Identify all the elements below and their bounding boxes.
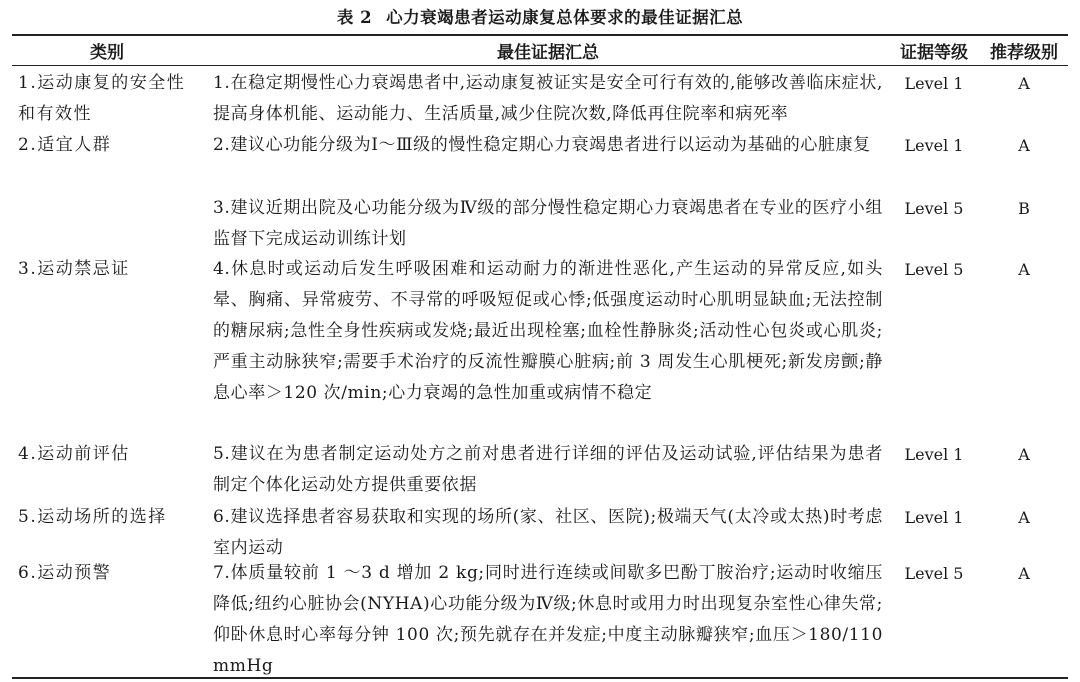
row-recommendation: A bbox=[1018, 260, 1030, 279]
row-evidence-level: Level 1 bbox=[904, 508, 964, 527]
table-caption bbox=[0, 4, 1080, 28]
row-evidence-level: Level 5 bbox=[904, 564, 964, 583]
row-evidence-level: Level 5 bbox=[904, 260, 964, 279]
row-category: 3.运动禁忌证 bbox=[18, 259, 130, 279]
row-category: 1.运动康复的安全性和有效性 bbox=[18, 73, 186, 124]
row-recommendation: A bbox=[1018, 508, 1030, 527]
row-category: 2.适宜人群 bbox=[18, 135, 112, 155]
row-evidence-level: Level 5 bbox=[904, 199, 964, 218]
row-summary: 1.在稳定期慢性心力衰竭患者中,运动康复被证实是安全可行有效的,能够改善临床症状,提高身体机能、运动能力、生活质量,减少住院次数,降低再住院率和病死率 bbox=[213, 73, 883, 124]
row-category: 5.运动场所的选择 bbox=[18, 507, 167, 527]
row-recommendation: A bbox=[1018, 136, 1030, 155]
row-summary: 5.建议在为患者制定运动处方之前对患者进行详细的评估及运动试验,评估结果为患者制定个体化运动处方提供重要依据 bbox=[213, 444, 883, 495]
top-rule bbox=[12, 34, 1068, 36]
row-category: 6.运动预警 bbox=[18, 563, 112, 583]
row-recommendation: B bbox=[1018, 199, 1030, 218]
row-category: 4.运动前评估 bbox=[18, 444, 130, 464]
row-summary: 3.建议近期出院及心功能分级为Ⅳ级的部分慢性稳定期心力衰竭患者在专业的医疗小组监督下完成运动训练计划 bbox=[213, 198, 883, 249]
row-recommendation: A bbox=[1018, 564, 1030, 583]
bottom-rule bbox=[12, 677, 1068, 679]
header-recommendation: 推荐级别 bbox=[990, 43, 1058, 63]
header-evidence-level: 证据等级 bbox=[900, 43, 968, 63]
row-recommendation: A bbox=[1018, 74, 1030, 93]
row-summary: 7.体质量较前 1 ～3 d 增加 2 kg;同时进行连续或间歇多巴酚丁胺治疗;运动时收缩压降低;纽约心脏协会(NYHA)心功能分级为Ⅳ级;休息时或用力时出现复杂室性心律失常;仰卧休息时心率每分钟 100 次;预先就存在并发症;中度主动脉瓣狭窄;血压＞180/110 mmHg bbox=[213, 563, 883, 676]
row-summary: 2.建议心功能分级为Ⅰ～Ⅲ级的慢性稳定期心力衰竭患者进行以运动为基础的心脏康复 bbox=[213, 135, 871, 155]
row-summary: 4.休息时或运动后发生呼吸困难和运动耐力的渐进性恶化,产生运动的异常反应,如头晕、胸痛、异常疲劳、不寻常的呼吸短促或心悸;低强度运动时心肌明显缺血;无法控制的糖尿病;急性全身性疾病或发烧;最近出现栓塞;血栓性静脉炎;活动性心包炎或心肌炎;严重主动脉狭窄;需要手术治疗的反流性瓣膜心脏病;前 3 周发生心肌梗死;新发房颤;静息心率＞120 次/min;心力衰竭的急性加重或病情不稳定 bbox=[213, 259, 883, 403]
row-evidence-level: Level 1 bbox=[904, 74, 964, 93]
table-number: 表 2 bbox=[336, 8, 373, 27]
row-summary: 6.建议选择患者容易获取和实现的场所(家、社区、医院);极端天气(太冷或太热)时考虑室内运动 bbox=[213, 507, 883, 558]
row-recommendation: A bbox=[1018, 445, 1030, 464]
header-summary: 最佳证据汇总 bbox=[497, 43, 599, 63]
table-title: 心力衰竭患者运动康复总体要求的最佳证据汇总 bbox=[386, 8, 744, 27]
row-evidence-level: Level 1 bbox=[904, 445, 964, 464]
header-category: 类别 bbox=[90, 43, 124, 63]
header-rule bbox=[12, 65, 1068, 66]
row-evidence-level: Level 1 bbox=[904, 136, 964, 155]
table-header bbox=[12, 38, 1068, 65]
